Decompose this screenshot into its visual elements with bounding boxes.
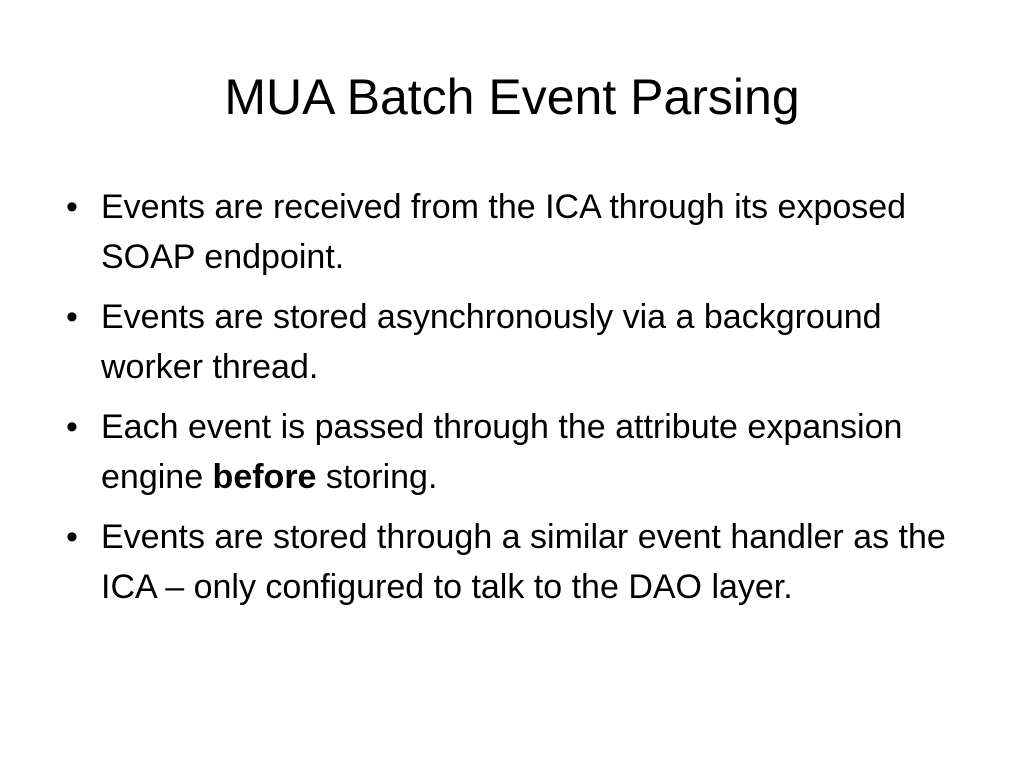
bullet-text	[101, 408, 902, 496]
bullet-text-bold: before	[212, 458, 317, 496]
slide-title: MUA Batch Event Parsing	[224, 69, 800, 125]
bullet-item	[60, 292, 960, 392]
bullet-text-end: storing.	[316, 458, 438, 496]
bullet-text-start: Each event is passed through the attribute expansion engine	[101, 408, 903, 496]
bullet-item	[60, 512, 960, 612]
bullet-list	[60, 182, 960, 622]
bullet-icon: •	[66, 408, 78, 446]
bullet-text: Events are stored asynchronously via a background worker thread.	[101, 298, 882, 386]
bullet-text: Events are stored through a similar event handler as the ICA – only configured to talk to the DAO layer.	[101, 518, 946, 606]
bullet-icon: •	[66, 298, 78, 336]
bullet-item	[60, 182, 960, 282]
bullet-icon: •	[66, 518, 78, 556]
bullet-icon: •	[66, 188, 78, 226]
bullet-text: Events are received from the ICA through its exposed SOAP endpoint.	[101, 188, 907, 276]
bullet-item	[60, 402, 960, 502]
